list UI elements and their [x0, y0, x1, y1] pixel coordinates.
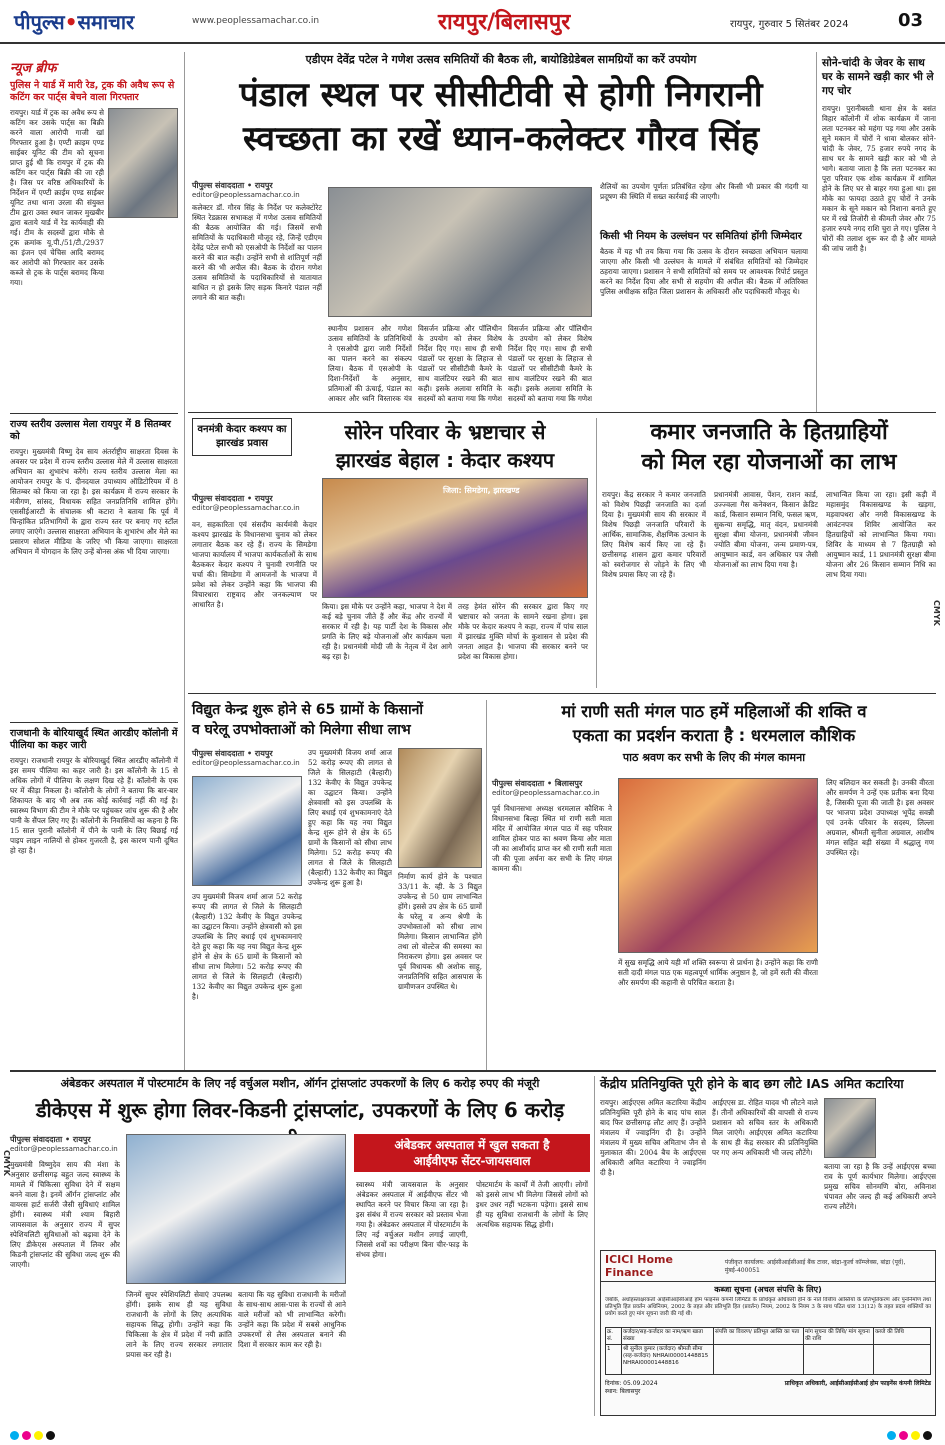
ad-col-4: मांग सूचना की तिथि/ मांग सूचना की राशि	[804, 1328, 874, 1344]
ad-sign: प्राधिकृत अधिकारी, आईसीआईसीआई होम फाइनेंस कंपनी लिमिटेड	[784, 1380, 931, 1387]
lead-text-2: स्थानीय प्रशासन और गणेश उत्सव समितियों के प्रतिनिधियों ने एसओपी द्वारा जारी निर्देशों का पालन करने का संकल्प लिया। बैठक में एसओपी के दिशा-निर्देशों के अनुसार, प्रतिमाओं की ऊंचाई, पंडाल का आकार और ध्वनि विस्तारक यंत्र	[328, 324, 412, 403]
column-rule	[594, 1076, 595, 1416]
ad-col-2: कर्जदार/सह-कर्जदार का नाम/ऋण खाता संख्या	[622, 1328, 714, 1344]
logo-text: पीपुल्स	[14, 10, 65, 34]
swatch-cyan	[887, 1431, 896, 1440]
kedar-photo	[322, 478, 588, 598]
lead-byline-block	[192, 180, 322, 383]
kaushik-byline: पीपुल्स संवाददाता • बिलासपुर	[492, 779, 583, 788]
lead-subhead: किसी भी नियम के उल्लंघन पर समितियां होंगी जिम्मेदार	[600, 231, 802, 242]
kedar-email: editor@peoplessamachar.co.in	[192, 504, 300, 512]
ad-row-property	[714, 1344, 804, 1374]
ias-photo	[824, 1098, 876, 1158]
hospital-story	[10, 1076, 590, 1416]
column-rule	[596, 418, 597, 688]
ias-headline: केंद्रीय प्रतिनियुक्ति पूरी होने के बाद छग लौटे IAS अमित कटारिया	[600, 1076, 904, 1091]
power-text-1: उप मुख्यमंत्री विजय शर्मा आज 52 करोड़ रूपए की लागत से जिले के सिलहाटी (बैल्हारी) 132 केवीए के विद्युत उपकेन्द्र का उद्घाटन किया। उन्होंने क्षेत्रवासी को इस उपलब्धि के लिए बधाई एवं शुभकामनाएं देते हुए कहा कि यह नया विद्युत केन्द्र शुरू होने से क्षेत्र के 65 ग्रामों के किसानों को सीधा लाभ मिलेगा। 52 करोड़ रूपए की लागत से जिले के सिलहाटी (बैल्हारी) 132 केवीए का विद्युत उपकेन्द्र शुरू हुआ है।	[308, 748, 392, 887]
kamar-text-3: लाभान्वित किया जा रहा। इसी कड़ी में महासमुंद विकासखण्ड के खड़गा, मड़वापथरा और नगरी विकासखण्ड के आवंटनपत्र शिविर आयोजित कर हितग्राहियों को लाभान्वित किया गया। शिविर के माध्यम से 7 हितग्राही को आयुष्मान कार्ड, 11 प्रधानमंत्री सुरक्षा बीमा योजना और 26 किसान सम्मान निधि का लाभ दिया गया।	[826, 490, 936, 579]
lead-story	[192, 52, 810, 407]
kaushik-subhead: पाठ श्रवण कर सभी के लिए की मंगल कामना	[622, 751, 806, 764]
lead-text-3b: विसर्जन प्रक्रिया और पॉलिथीन के उपयोग को लेकर विशेष निर्देश दिए गए। साथ ही सभी पंडालों पर सुरक्षा के लिहाज से पंडालों पर सीसीटीवी कैमरे के साथ वालंटियर रखने की बात कही। इसके अलावा समिति के सदस्यों को बताया गया कि गणेश	[508, 324, 592, 403]
divider	[188, 412, 936, 413]
kaushik-text-2: में सुख समृद्धि आये यही माँ शक्ति स्वरूपा से प्रार्थना है। उन्होंने कहा कि राणी सती दादी मंगल पाठ एक महत्वपूर्ण धार्मिक अनुष्ठान है, जो हमें सती की वीरता और समर्पण की कहानी से परिचित कराता है।	[618, 958, 818, 987]
ad-footer	[601, 1377, 935, 1397]
ivf-text-2: पोस्टमार्टम के कार्यों में तेजी आएगी। लोगों को इससे लाभ भी मिलेगा जिससे लोगों को इधर उधर नहीं भटकना पड़ेगा। इससे साथ ही यह सुविधा राजधानी के लोगों के लिए अत्यधिक सहायक सिद्ध होगी।	[476, 1180, 588, 1229]
brief-headline-1: पुलिस ने यार्ड में मारी रेड, ट्रक की अवैध रूप से कटिंग कर पार्ट्स बेचने वाला गिरफ्तार	[10, 80, 175, 103]
ivf-text-1: स्वास्थ्य मंत्री जायसवाल के अनुसार अंबेडकर अस्पताल में आईवीएफ सेंटर भी स्थापित करने पर विचार किया जा रहा है। इस संबंध में राज्य सरकार को प्रस्ताव भेजा गया है। अंबेडकर अस्पताल में पोस्टमार्टम के लिए नई वर्चुअल मशीन लगाई जाएगी, जिससे शवों का परीक्षण बिना चीर-फाड़ के संभव होगा।	[356, 1180, 468, 1259]
power-email: editor@peoplessamachar.co.in	[192, 759, 300, 767]
news-brief-column	[10, 58, 178, 1068]
ivf-headline-1: अंबेडकर अस्पताल में खुल सकता है	[394, 1138, 550, 1152]
ad-row-borrower: श्री सुनील कुमार (कर्जदार) श्रीमती सीमा (सह-कर्जदार) NHRAI00001448815 NHRAI00001448816	[622, 1344, 714, 1374]
kedar-photo-caption: जिला: सिमडेगा, झारखण्ड	[443, 486, 520, 495]
kedar-label: वनमंत्री केदार कश्यप का झारखंड प्रवास	[192, 418, 292, 456]
hospital-text-2: जिनमें सुपर स्पेशियलिटी सेवाएं उपलब्ध होंगी। इसके साथ ही यह सुविधा राजधानी के लोगों के लिए अत्याधिक सहायक सिद्ध होगी। उन्होंने कहा कि चिकित्सा के क्षेत्र में प्रदेश में नयी क्रांति लाने के लिए राज्य सरकार लगातार प्रयास कर रही है।	[126, 1290, 232, 1359]
gold-text: रायपुर। पुरानीबस्ती थाना क्षेत्र के बसंत विहार कॉलोनी में शोक कार्यक्रम में जाना लता पटनकर को महंगा पड़ गया और उसके सूने मकान में चोरों ने धावा बोलकर सोने-चांदी के जेवर, 75 हजार रुपये नगद के साथ घर के सामने खड़ी कार को भी ले भागे। बताया जाता है कि लता पटनकर का पूरा परिवार एक शोक कार्यक्रम में शामिल होने के लिए घर से बाहर गया हुआ था। इस मौके का फायदा उठाते हुए चोरों ने उनके मकान के सूने मकान को निशाना बनाते हुए घर में रखे तिजोरी से कीमती जेवर और 75 हजार रुपये नगद राशि चुरा ले गए। पुलिस ने चोरों की तलाश शुरू कर दी है और मामले की जांच जारी है।	[822, 104, 936, 253]
ad-paragraph: जबकि, अधोहस्ताक्षरकर्ता आईसीआईसीआई होम फाइनेंस कंपनी लिमिटेड के प्राधिकृत अधिकारी होने के नाते वित्तीय आस्तियों के प्रतिभूतिकरण और पुनर्निर्माण तथा प्रतिभूति हित प्रवर्तन अधिनियम, 2002 के तहत और प्रतिभूति हित (प्रवर्तन) नियम, 2002 के नियम 3 के साथ पठित धारा 13(12) के तहत प्रदत्त शक्तियों का प्रयोग करते हुए मांग सूचना जारी की गई थी।	[605, 1297, 931, 1317]
kaushik-email: editor@peoplessamachar.co.in	[492, 789, 600, 797]
swatch-magenta	[22, 1431, 31, 1440]
lead-email: editor@peoplessamachar.co.in	[192, 191, 300, 199]
divider	[10, 722, 178, 723]
ivf-box	[354, 1134, 590, 1412]
power-headline	[192, 700, 482, 740]
lead-kicker: एडीएम देवेंद्र पटेल ने गणेश उत्सव समितियों की बैठक ली, बायोडिग्रेडेबल सामग्रियों का करें उपयोग	[305, 53, 697, 66]
ad-col-5: कब्जे की तिथि	[875, 1329, 904, 1335]
ias-text-2: आईएएस डा. रोहित यादव भी लौटने वाले हैं। तीनों अधिकारियों की वापसी से राज्य प्रशासन को सचिव स्तर के अधिकारी मिल जाएंगे। आईएएस अमित कटारिया के साथ ही केंद्र सरकार की प्रतिनियुक्ति पर गए अन्य अधिकारी भी जल्द लौटेंगे।	[712, 1098, 818, 1157]
kedar-text-3: तरह हेमंत सोरेन की सरकार द्वारा किए गए भ्रष्टाचार को जनता के सामने रखना होगा। इस मौके पर केदार कश्यप ने कहा, राज्य में पांच साल में झारखंड मुक्ति मोर्चा के कुशासन से प्रदेश की जनता आहत है। भाजपा की सरकार बनने पर प्रदेश का विकास होगा।	[458, 602, 588, 661]
swatch-group-left	[10, 1425, 58, 1444]
swatch-black	[923, 1431, 932, 1440]
column-rule	[486, 700, 487, 1070]
column-rule	[816, 52, 817, 412]
swatch-yellow	[34, 1431, 43, 1440]
lead-text-5: बैठक में यह भी तय किया गया कि उत्सव के दौरान स्वच्छता अभियान चलाया जाएगा और किसी भी उल्लंघन के मामले में संबंधित समितियों को जिम्मेदार ठहराया जाएगा। प्रशासन ने सभी समितियों को समय पर आवश्यक रिपोर्ट प्रस्तुत करने का निर्देश दिया और सभी से सहयोग की अपील की। बैठक में अतिरिक्त पुलिस अधीक्षक सहित जिला प्रशासन के अधिकारी और पदाधिकारी मौजूद थे।	[600, 247, 808, 296]
kaushik-headline-2: एकता का प्रदर्शन कराता है : धरमलाल कौशिक	[572, 726, 856, 745]
brief-headline-3: राजधानी के बोरियाखुर्द स्थित आरडीए कॉलोनी में पीलिया का कहर जारी	[10, 728, 178, 751]
site-url[interactable]: www.peoplessamachar.co.in	[192, 16, 320, 26]
logo-suffix: समाचार	[77, 10, 135, 34]
ad-row-possession	[874, 1344, 930, 1374]
kamar-headline-1: कमार जनजाति के हितग्राहियों	[650, 420, 888, 445]
brief-text-2: रायपुर। मुख्यमंत्री विष्णु देव साय अंतर्राष्ट्रीय साक्षरता दिवस के अवसर पर प्रदेश में राज्य स्तरीय उल्लास मेले में उल्लास साक्षरता अभियान का शुभारंभ करेंगे। राज्य स्तरीय उल्लास मेला का आयोजन रायपुर के पं. दीनदयाल उपाध्याय ऑडिटोरियम में 8 सितम्बर को किया जा रहा है। इस कार्यक्रम में राज्य सरकार के मंत्रीगण, सांसद, विधायक सहित जनप्रतिनिधि शामिल होंगे। एससीईआरटी के संचालक श्री कटारा ने बताया कि पूर्व में चिन्हांकित प्रतिभागियों के द्वारा राज्य स्तर पर बनाए गए स्टॉल लगाए जाएंगे। उल्लास साक्षरता अभियान के शुभारंभ और मेले का प्रसारण सोशल मीडिया के जरिए भी किया जाएगा। साक्षरता अभियान में योगदान के लिए उन्हें बोनस अंक भी दिया जाएगा।	[10, 447, 178, 556]
hospital-byline-block	[10, 1134, 120, 1153]
power-headline-2: व घरेलू उपभोक्ताओं को मिलेगा सीधा लाभ	[192, 722, 411, 738]
ivf-headline-2: आईवीएफ सेंटर-जायसवाल	[413, 1154, 531, 1168]
hospital-text-3: बताया कि यह सुविधा राजधानी के मरीजों के साथ-साथ आस-पास के राज्यों से आने वाले मरीजों को भी लाभान्वित करेगी। उन्होंने कहा कि प्रदेश में सबसे आधुनिक उपकरणों से लैस अस्पताल बनाने की दिशा में सरकार काम कर रही है।	[238, 1290, 346, 1349]
power-photo-1	[192, 776, 302, 886]
meeting-photo	[328, 187, 592, 317]
power-byline-block	[192, 748, 312, 767]
lead-right-block	[600, 182, 808, 397]
icici-legal-ad	[600, 1250, 936, 1416]
cmyk-mark-left: CMYK	[2, 1150, 11, 1176]
kaushik-story	[492, 700, 936, 1065]
power-text-2: निर्माण कार्य होने के पश्चात 33/11 के. व्ही. के 3 विद्युत उपकेन्द्र से 50 ग्राम लाभान्वित होंगे। इससे उप क्षेत्र के 65 ग्रामों के घरेलू व अन्य श्रेणी के उपभोक्ताओं को सीधा लाभ मिलेगा। किसान लाभान्वित होंगे तथा लो वोल्टेज की समस्या का निराकरण होगा। इस अवसर पर पूर्व विधायक श्री अशोक साहू, जनप्रतिनिधि सहित आसपास के ग्रामीणजन उपस्थित थे।	[398, 872, 482, 991]
lead-text-1: कलेक्टर डॉ. गौरव सिंह के निर्देश पर कलेक्टोरेट स्थित रेडक्रास सभाकक्ष में गणेश उत्सव समितियों की बैठक आयोजित की गई। जिसमें सभी समितियों के पदाधिकारी मौजूद रहे, जिन्हें एडीएम देवेंद्र पटेल सभी को एसओपी के निर्देशों का पालन करने की बात कही। उन्होंने सभी से शांतिपूर्ण नहीं करने की भी अपील की। बैठक के दौरान गणेश उत्सव समितियों के पदाधिकारियों से यातायात बाधित न हो इसके लिए सड़क किनारे पंडाल नहीं लगाने की बात कही।	[192, 203, 322, 302]
ivf-box-headline	[354, 1134, 590, 1172]
hospital-text-1: मुख्यमंत्री विष्णुदेव साय की मंशा के अनुसार छत्तीसगढ़ बहुत जल्द स्वास्थ्य के मामले में चिकित्सा सुविधा देने में सक्षम बनने वाला है। इनमें ऑर्गन ट्रांसप्लांट और वायरस हार्ट सर्जरी जैसी सुविधाएं शामिल होंगी। स्वास्थ्य मंत्री श्याम बिहारी जायसवाल के अनुसार राज्य में सुपर स्पेशियलिटी सुविधाओं को बढ़ावा देने के लिए डीकेएस अस्पताल में लिवर और किडनी ट्रांसप्लांट की सुविधा जल्द शुरू की जाएगी।	[10, 1160, 120, 1269]
swatch-group-right	[887, 1425, 935, 1444]
power-headline-1: विद्युत केन्द्र शुरू होने से 65 ग्रामों के किसानों	[192, 702, 424, 718]
gold-headline: सोने-चांदी के जेवर के साथ घर के सामने खड़ी कार भी ले गए चोर	[822, 57, 934, 97]
cmyk-mark-right: CMYK	[932, 600, 941, 626]
lead-byline: पीपुल्स संवाददाता • रायपुर	[192, 181, 273, 190]
kaushik-text-1: पूर्व विधानसभा अध्यक्ष धरमलाल कौशिक ने विधानसभा बिल्हा स्थित मां राणी सती माता मंदिर में आयोजित मंगल पाठ में सह परिवार शामिल होकर पाठ का श्रवण किया और माता जी का आशीर्वाद प्राप्त कर श्री राणी सती माता जी की पूजा अर्चना कर सभी के लिए मंगल कामना की।	[492, 804, 612, 873]
kaushik-byline-block	[492, 778, 612, 797]
divider	[10, 1070, 936, 1072]
kedar-text-2: किया। इस मौके पर उन्होंने कहा, भाजपा ने देश में कई बड़े चुनाव जीते हैं और केंद्र और राज्यों में सरकार में रही है। यह पार्टी देश के विकास और प्रगति के लिए बड़े योजनाओं और कार्यक्रम चला रही है। प्रधानमंत्री मोदी जी के नेतृत्व में देश आगे बढ़ रहा है।	[322, 602, 452, 661]
ad-table	[605, 1327, 931, 1375]
logo-dot: •	[64, 10, 78, 34]
ad-dateline: दिनांक: 05.09.2024	[605, 1380, 658, 1387]
swatch-magenta	[899, 1431, 908, 1440]
kedar-headline	[300, 418, 590, 474]
masthead	[0, 0, 945, 44]
ad-col-1: क्र. सं.	[606, 1328, 622, 1344]
hospital-email: editor@peoplessamachar.co.in	[10, 1145, 118, 1153]
hospital-photo	[126, 1134, 346, 1284]
kedar-byline-block	[192, 493, 312, 512]
power-text-1a: उप मुख्यमंत्री विजय शर्मा आज 52 करोड़ रूपए की लागत से जिले के सिलहाटी (बैल्हारी) 132 केवीए के विद्युत उपकेन्द्र का उद्घाटन किया। उन्होंने क्षेत्रवासी को इस उपलब्धि के लिए बधाई एवं शुभकामनाएं देते हुए कहा कि यह नया विद्युत केन्द्र शुरू होने से क्षेत्र के 65 ग्रामों के किसानों को सीधा लाभ मिलेगा। 52 करोड़ रूपए की लागत से जिले के सिलहाटी (बैल्हारी) 132 केवीए का विद्युत उपकेन्द्र शुरू हुआ है।	[192, 892, 302, 1001]
ad-row-demand	[804, 1344, 874, 1374]
power-byline: पीपुल्स संवाददाता • रायपुर	[192, 749, 273, 758]
power-story	[192, 700, 482, 1065]
kedar-headline-1: सोरेन परिवार के भ्रष्टाचार से	[344, 420, 546, 444]
column-rule	[184, 52, 185, 1072]
lead-text-3: विसर्जन प्रक्रिया और पॉलिथीन के उपयोग को लेकर विशेष निर्देश दिए गए। साथ ही सभी पंडालों पर सुरक्षा के लिहाज से पंडालों पर सीसीटीवी कैमरे के साथ वालंटियर रखने की बात कही। इसके अलावा समिति के सदस्यों को बताया गया कि गणेश	[418, 324, 502, 403]
truck-photo	[108, 108, 178, 218]
power-photo-2	[398, 748, 482, 868]
brief-text-3: रायपुर। राजधानी रायपुर के बोरियाखुर्द स्थित आरडीए कॉलोनी में इस समय पीलिया का कहर जारी है। इस कॉलोनी के 15 से अधिक लोगों में पीलिया के लक्षण दिख रहे हैं। कॉलोनी के एक घर में कीड़ा निकला है। कॉलोनी के लोगों ने बताया कि बार-बार शिकायत के बाद भी अब तक कोई कार्रवाई नहीं की गई है। स्वास्थ्य विभाग की टीम ने मौके पर पहुंचकर जांच शुरू की है और पानी के सैंपल लिए गए हैं। कॉलोनी के निवासियों का कहना है कि 15 साल पुरानी कॉलोनी में पीने के पानी के लिए बिछाई गई पाइप लाइन नालियों से होकर गुजरती है, इस कारण पानी दूषित हो रहा है।	[10, 756, 178, 855]
kaushik-photo	[618, 778, 818, 953]
ad-col-3: संपत्ति का विवरण/ प्रतिभूत आस्ति का पता	[714, 1328, 804, 1344]
swatch-black	[46, 1431, 55, 1440]
lead-headline-2: स्वच्छता का रखें ध्यान-कलेक्टर गौरव सिंह	[242, 119, 760, 159]
kamar-story	[602, 418, 936, 688]
color-bar	[0, 1426, 945, 1442]
ias-text-3: बताया जा रहा है कि उन्हें आईएएस बच्चा राव के पूर्ण कार्यभार मिलेगा। आईएएस प्रमुख सचिव सोनमणि बोरा, अविनाश चंपावत और जल्द ही कई अधिकारी अपने राज्य लौटेंगे।	[824, 1162, 936, 1211]
newspaper-logo	[14, 8, 134, 35]
kamar-text-2: प्रधानमंत्री आवास, पेंशन, राशन कार्ड, उज्ज्वला गैस कनेक्शन, किसान क्रेडिट कार्ड, किसान सम्मान निधि, फसल ऋण, सुकन्या समृद्धि, मातृ वंदन, प्रधानमंत्री सुरक्षा बीमा योजना, प्रधानमंत्री जीवन ज्योति बीमा योजना, जन्म प्रमाण-पत्र, आयुष्मान कार्ड, वन अधिकार पत्र जैसी योजनाओं का लाभ दिया गया है।	[714, 490, 818, 569]
lead-headline-1: पंडाल स्थल पर सीसीटीवी से होगी निगरानी	[239, 75, 763, 115]
swatch-cyan	[10, 1431, 19, 1440]
kedar-text-1: वन, सहकारिता एवं संसदीय कार्यमंत्री केदार कश्यप झारखंड के विधानसभा चुनाव को लेकर लगातार बैठक कर रहे हैं। राज्य के सिमडेगा भाजपा कार्यालय में भाजपा कार्यकर्ताओं के साथ बैठककर केदार कश्यप ने चुनावी रणनीति पर चर्चा की। सिमडेगा में आमजनों के भाजपा में प्रवेश को लेकर उन्होंने कहा कि भाजपा की विचारधारा राष्ट्रवाद और जनकल्याण पर आधारित है।	[192, 520, 317, 609]
kaushik-headline-1: मां राणी सती मंगल पाठ हमें महिलाओं की शक्ति व	[561, 702, 867, 721]
kamar-headline	[602, 418, 936, 478]
hospital-headline: डीकेएस में शुरू होगा लिवर-किडनी ट्रांसप्लांट, उपकरणों के लिए 6 करोड़	[35, 1098, 565, 1122]
kedar-byline: पीपुल्स संवाददाता • रायपुर	[192, 494, 273, 503]
edition-date: रायपुर, गुरुवार 5 सितंबर 2024	[730, 19, 849, 30]
hospital-kicker: अंबेडकर अस्पताल में पोस्टमार्टम के लिए नई वर्चुअल मशीन, ऑर्गन ट्रांसप्लांट उपकरणों के लिए 6 करोड़ रुपए की मंजूरी	[60, 1077, 540, 1090]
ad-header	[601, 1251, 935, 1282]
hospital-byline: पीपुल्स संवाददाता • रायपुर	[10, 1135, 91, 1144]
ias-story	[600, 1076, 936, 1246]
ad-address: पंजीकृत कार्यालय: आईसीआईसीआई बैंक टावर, बांद्रा-कुर्ला कॉम्प्लेक्स, बांद्रा (पूर्व), मुंबई-400051	[724, 1259, 906, 1274]
divider	[188, 693, 936, 694]
ad-date-place	[605, 1379, 658, 1395]
kamar-text-1: रायपुर। केंद्र सरकार ने कमार जनजाति को विशेष पिछड़ी जनजाति का दर्जा दिया है। मुख्यमंत्री साय की सरकार में विशेष पिछड़ी जनजाति परिवारों के आर्थिक, सामाजिक, शैक्षणिक उत्थान के लिए विशेष कार्य किए जा रहे हैं। छत्तीसगढ़ शासन द्वारा कमार परिवारों को स्वरोजगार से जोड़ने के लिए भी विशेष प्रयास किए जा रहे हैं।	[602, 490, 706, 579]
ad-place: स्थान: बिलासपुर	[605, 1388, 641, 1395]
ias-text-1: रायपुर। आईएएस अमित कटारिया केंद्रीय प्रतिनियुक्ति पूरी होने के बाद पांच साल बाद फिर छत्तीसगढ़ लौट आए हैं। उन्होंने मंत्रालय में ज्वाइनिंग दी है। उन्होंने मंत्रालय में मुख्य सचिव अमिताभ जैन से मुलाकात की। 2004 बैच के आईएएस अधिकारी अमित कटारिया ने ज्वाइनिंग दी है।	[600, 1098, 706, 1177]
brief-headline-2: राज्य स्तरीय उल्लास मेला रायपुर में 8 सितम्बर को	[10, 419, 171, 442]
ad-title: कब्जा सूचना (अचल संपत्ति के लिए)	[714, 1285, 822, 1294]
page-number: 03	[898, 10, 924, 31]
ad-brand: ICICI Home Finance	[605, 1253, 673, 1279]
kaushik-headline	[492, 700, 936, 748]
gold-theft-story	[822, 56, 936, 406]
divider	[10, 413, 178, 414]
edition-city: रायपुर/बिलासपुर	[438, 10, 571, 35]
kedar-headline-2: झारखंड बेहाल : केदार कश्यप	[335, 448, 555, 472]
kamar-headline-2: को मिल रहा योजनाओं का लाभ	[641, 450, 897, 475]
brief-tag: न्यूज ब्रीफ	[10, 61, 57, 76]
lead-text-4: शैलियों का उपयोग पूर्णतः प्रतिबंधित रहेगा और किसी भी प्रकार की गंदगी या प्रदूषण की स्थिति में सख्त कार्रवाई की जाएगी।	[600, 182, 808, 201]
ad-row-num: 1	[606, 1344, 622, 1374]
swatch-yellow	[911, 1431, 920, 1440]
brief-text-1: रायपुर। यार्ड में ट्रक का अवैध रूप से कटिंग कर उसके पार्ट्स का बिक्री करने वाला आरोपी गाजी खां गिरफ्तार हुआ है। एण्टी क्राइम एण्ड साईबर यूनिट की टीम को सूचना प्राप्त हुई थी कि रायपुर में ट्रक की कटिंग कर पार्ट्स बिक्री की जा रही है। जिस पर वरिष्ठ अधिकारियों के निर्देशन में एण्टी क्राईम एण्ड साईबर यूनिट तथा थाना उरला की संयुक्त टीम द्वारा उक्त स्थान जाकर मुखबीर द्वारा बताये यार्ड में रेड कार्यवाही की गई। टीम के सदस्यों द्वारा मौके से ट्रक क्रमांक यू.पी./51/टी./2937 का इंजन एवं चेचिस आदि बरामद कर आरोपी को गिरफ्तार कर उसके कब्जे से ट्रक के पार्ट्स बरामद किया गया।	[10, 108, 104, 287]
kaushik-text-3: लिए बलिदान कर सकती है। उनकी वीरता और समर्पण ने उन्हें एक प्रतीक बना दिया है, जिसकी पूजा की जाती है। इस अवसर पर भाजपा प्रदेश उपाध्यक्ष भूपेंद्र सवन्नी एवं उनके परिवार के सदस्य, लिल्ला अग्रवाल, श्रीमती सुनीता अग्रवाल, आशीष मंगल सहित बड़ी संख्या में श्रद्धालु गण उपस्थित रहे।	[826, 778, 934, 857]
